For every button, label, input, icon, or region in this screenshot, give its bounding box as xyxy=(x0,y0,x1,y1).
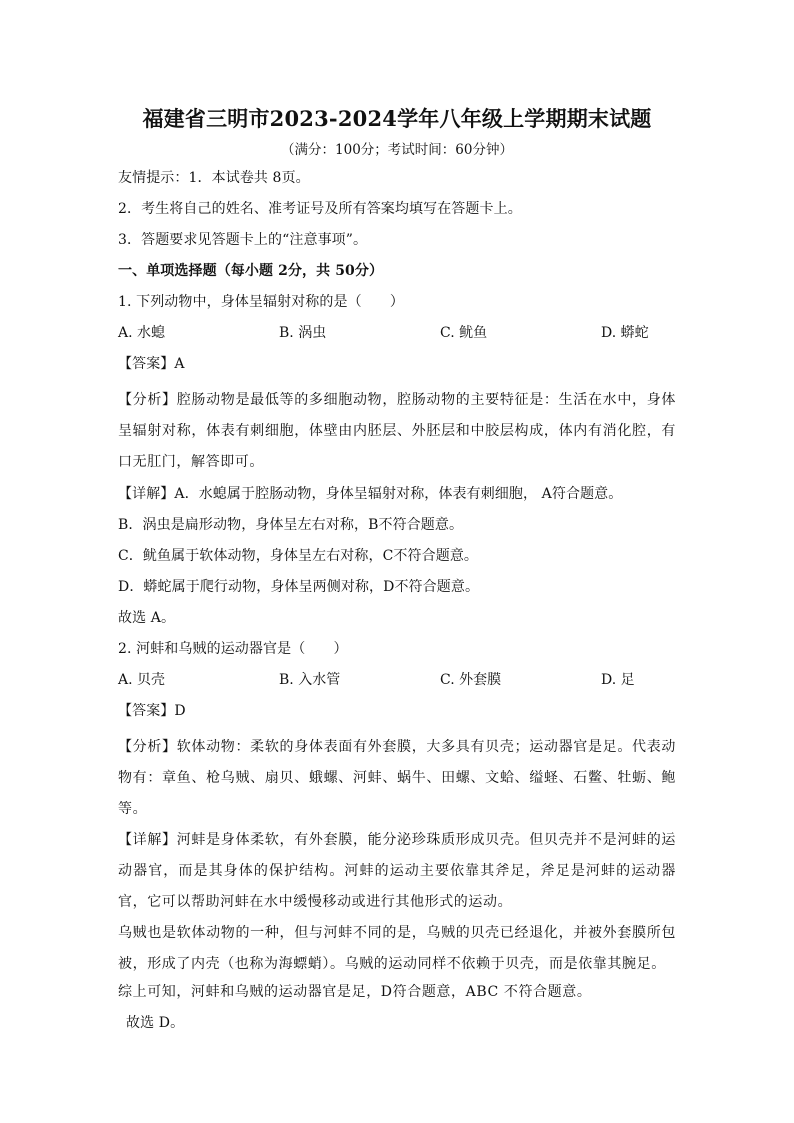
detail-line: B．涡虫是扁形动物，身体呈左右对称，B不符合题意。 xyxy=(118,517,464,533)
option-a: A. 水螅 xyxy=(118,325,166,341)
conclusion-line: 故选 D。 xyxy=(126,1015,185,1031)
section-title: 一、单项选择题（每小题 2分，共 50分） xyxy=(118,263,384,279)
detail-paragraph: 【详解】河蚌是身体柔软，有外套膜，能分泌珍珠质形成贝壳。但贝壳并不是河蚌的运动器官，而是其身体的保护结构。河蚌的运动主要依靠其斧足，斧足是河蚌的运动器官，它可以帮助河蚌在水中缓慢移动或进行其他形式的运动。 xyxy=(118,832,676,910)
exam-subtitle: （满分：100分；考试时间：60分钟） xyxy=(281,142,513,158)
option-a: A. 贝壳 xyxy=(118,672,166,688)
answer-line: 【答案】A xyxy=(118,356,185,372)
note-line: 3．答题要求见答题卡上的“注意事项”。 xyxy=(118,232,368,248)
question-stem: 1. 下列动物中，身体呈辐射对称的是（ ） xyxy=(118,294,405,310)
analysis-paragraph: 【分析】软体动物：柔软的身体表面有外套膜，大多具有贝壳；运动器官是足。代表动物有：章鱼、枪乌贼、扇贝、蛾螺、河蚌、蜗牛、田螺、文蛤、缢蛏、石鳖、牡蛎、鲍等。 xyxy=(118,739,676,817)
question-stem: 2. 河蚌和乌贼的运动器官是（ ） xyxy=(118,641,348,657)
question-options xyxy=(118,323,676,343)
option-b: B. 入水管 xyxy=(279,672,341,688)
answer-line: 【答案】D xyxy=(118,703,186,719)
detail-line: 【详解】A．水螅属于腔肠动物，身体呈辐射对称，体表有刺细胞， A符合题意。 xyxy=(118,486,623,502)
detail-line: D．蟒蛇属于爬行动物，身体呈两侧对称，D不符合题意。 xyxy=(118,579,480,595)
conclusion-line: 故选 A。 xyxy=(118,610,176,626)
detail-line: C．鱿鱼属于软体动物，身体呈左右对称，C不符合题意。 xyxy=(118,548,479,564)
option-d: D. 足 xyxy=(601,672,635,688)
analysis-paragraph: 【分析】腔肠动物是最低等的多细胞动物，腔肠动物的主要特征是：生活在水中，身体呈辐射对称，体表有刺细胞，体壁由内胚层、外胚层和中胶层构成，体内有消化腔，有口无肛门，解答即可。 xyxy=(118,392,676,470)
detail-paragraph: 综上可知，河蚌和乌贼的运动器官是足，D符合题意，ABC 不符合题意。 xyxy=(118,984,592,1000)
question-options xyxy=(118,670,676,690)
detail-paragraph: 乌贼也是软体动物的一种，但与河蚌不同的是，乌贼的贝壳已经退化，并被外套膜所包被，形成了内壳（也称为海螵蛸）。乌贼的运动同样不依赖于贝壳，而是依靠其腕足。 xyxy=(118,925,676,972)
option-c: C. 鱿鱼 xyxy=(440,325,488,341)
option-c: C. 外套膜 xyxy=(440,672,502,688)
note-line: 友情提示：1．本试卷共 8页。 xyxy=(118,170,310,186)
page-title: 福建省三明市2023-2024学年八年级上学期期末试题 xyxy=(142,106,652,131)
option-d: D. 蟒蛇 xyxy=(601,325,649,341)
note-line: 2．考生将自己的姓名、准考证号及所有答案均填写在答题卡上。 xyxy=(118,201,522,217)
option-b: B. 涡虫 xyxy=(279,325,327,341)
